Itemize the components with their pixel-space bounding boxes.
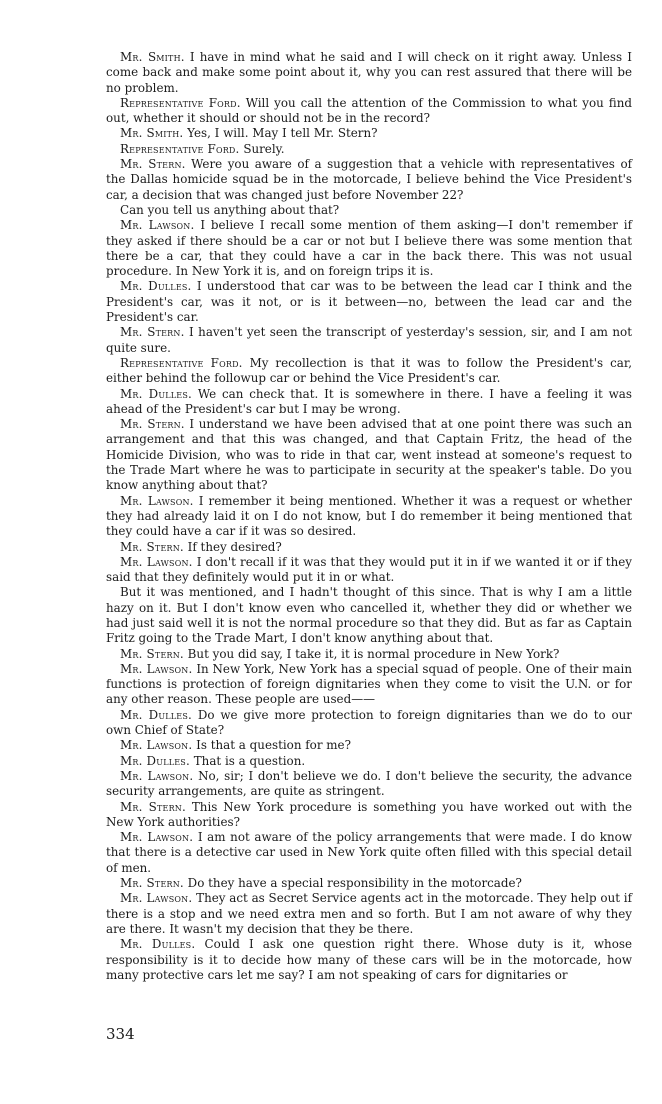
utterance: Could I ask one question right there. Whose duty is it, whose responsibility is it to decide how many of these cars will be in the motorcade, how many protective cars let me say? I am not speaking of cars for dignitaries or [106, 937, 633, 982]
paragraph [106, 708, 632, 739]
paragraph [106, 157, 632, 203]
speaker: Mr. Stern. [120, 646, 184, 661]
utterance: If they desired? [187, 539, 282, 554]
paragraph [106, 876, 632, 891]
paragraph [106, 769, 632, 800]
paragraph [106, 647, 632, 662]
utterance: No, sir; I don't believe we do. I don't believe the security, the advance security arrangements, are quite as stringent. [106, 768, 633, 799]
utterance: They act as Secret Service agents act in the motorcade. They help out if there is a stop and we need extra men and so forth. But I am not aware of why they are there. It wasn't my decision that they be there. [106, 891, 632, 936]
speaker: Mr. Smith. [120, 126, 184, 141]
utterance: I am not aware of the policy arrangements that were made. I do know that there is a detective car used in New York quite often filled with this special detail of men. [106, 830, 632, 875]
speaker: Representative Ford. [120, 355, 243, 370]
utterance: I understood that car was to be between the lead car I think and the President's car, was it not, or is it between—no, between the lead car and the President's car. [106, 279, 632, 325]
speaker: Mr. Dulles. [120, 279, 192, 294]
speaker: Mr. Dulles. [120, 386, 193, 401]
paragraph [106, 356, 632, 387]
paragraph [106, 738, 632, 753]
speaker: Mr. Stern. [120, 876, 184, 891]
utterance: I have in mind what he said and I will check on it right away. Unless I come back and make some point about it, why you can rest assured that there will be no problem. [106, 50, 632, 95]
paragraph [106, 325, 632, 356]
paragraph [106, 555, 632, 586]
utterance: I remember it being mentioned. Whether it was a request or whether they had already laid it on I do not know, but I do remember it being mentioned that they could have a car if it was so desired. [106, 493, 632, 539]
paragraph [106, 417, 632, 493]
utterance: In New York, New York has a special squad of people. One of their main functions is protection of foreign dignitaries when they come to visit the U.N. or for any other reason. These people are used—— [106, 661, 632, 707]
speaker: Mr. Dulles. [120, 707, 192, 722]
paragraph [106, 937, 632, 983]
speaker: Mr. Stern. [120, 325, 185, 340]
utterance: I don't recall if it was that they would put it in if we wanted it or if they said that they definitely would put it in or what. [106, 554, 632, 585]
page-number: 334 [106, 1025, 135, 1043]
utterance: Were you aware of a suggestion that a vehicle with representatives of the Dallas homicide squad be in the motorcade, I believe behind the Vice President's car, a decision that was changed just before November 22? [106, 157, 633, 202]
utterance: I understand we have been advised that at one point there was such an arrangement and that this was changed, and that Captain Fritz, the head of the Homicide Division, who was to ride in that car, went instead at someone's request to the Trade Mart where he was to participate in security at the speaker's table. Do you know anything about that? [106, 417, 632, 493]
speaker: Mr. Lawson. [120, 661, 193, 676]
utterance: Will you call the attention of the Commission to what you find out, whether it should or should not be in the record? [106, 95, 632, 126]
utterance: I haven't yet seen the transcript of yesterday's session, sir, and I am not quite sure. [106, 325, 632, 355]
utterance: That is a question. [193, 753, 306, 768]
paragraph [106, 218, 632, 279]
utterance: But you did say, I take it, it is normal procedure in New York? [187, 646, 560, 661]
paragraph [106, 662, 632, 708]
utterance: Do we give more protection to foreign dignitaries than we do to our own Chief of State? [106, 707, 632, 738]
paragraph [106, 585, 632, 646]
speaker: Mr. Dulles. [120, 753, 190, 768]
paragraph [106, 830, 632, 876]
utterance: We can check that. It is somewhere in there. I have a feeling it was ahead of the President's car but I may be wrong. [106, 386, 632, 416]
paragraph [106, 203, 632, 218]
paragraph [106, 96, 632, 127]
utterance: Can you tell us anything about that? [120, 202, 340, 217]
utterance: Is that a question for me? [196, 738, 351, 753]
speaker: Mr. Lawson. [120, 891, 193, 906]
speaker: Representative Ford. [120, 95, 241, 110]
speaker: Mr. Lawson. [120, 493, 194, 508]
utterance: Surely. [243, 141, 285, 156]
speaker: Mr. Stern. [120, 417, 185, 432]
paragraph [106, 279, 632, 325]
speaker: Mr. Stern. [120, 539, 184, 554]
paragraph [106, 50, 632, 96]
speaker: Mr. Lawson. [120, 554, 193, 569]
paragraph [106, 387, 632, 418]
speaker: Mr. Stern. [120, 799, 186, 814]
utterance: Yes, I will. May I tell Mr. Stern? [187, 126, 378, 141]
speaker: Mr. Dulles. [120, 937, 196, 952]
paragraph [106, 126, 632, 141]
paragraph [106, 540, 632, 555]
paragraph [106, 142, 632, 157]
speaker: Mr. Lawson. [120, 768, 194, 783]
speaker: Mr. Stern. [120, 157, 186, 172]
speaker: Mr. Smith. [120, 50, 185, 64]
paragraph [106, 494, 632, 540]
speaker: Mr. Lawson. [120, 830, 194, 845]
speaker: Representative Ford. [120, 141, 240, 156]
utterance: But it was mentioned, and I hadn't thought of this since. That is why I am a little hazy on it. But I don't know even who cancelled it, whether they did or whether we had just said well it is not the normal procedure so that they did. But as far as Captain Fritz going to the Trade Mart, I don't know anything about that. [106, 585, 632, 646]
utterance: This New York procedure is something you have worked out with the New York authorities? [106, 799, 633, 829]
paragraph [106, 754, 632, 769]
utterance: Do they have a special responsibility in the motorcade? [187, 876, 522, 891]
paragraph [106, 891, 632, 937]
speaker: Mr. Lawson. [120, 738, 193, 753]
transcript-body [106, 50, 632, 983]
utterance: My recollection is that it was to follow the President's car, either behind the followup car or behind the Vice President's car. [106, 355, 632, 386]
utterance: I believe I recall some mention of them asking—I don't remember if they asked if there should be a car or not but I believe there was some mention that there be a car, that they could have a car in the back there. This was not usual procedure. In New York it is, and on foreign trips it is. [106, 218, 632, 279]
speaker: Mr. Lawson. [120, 218, 195, 233]
paragraph [106, 800, 632, 831]
